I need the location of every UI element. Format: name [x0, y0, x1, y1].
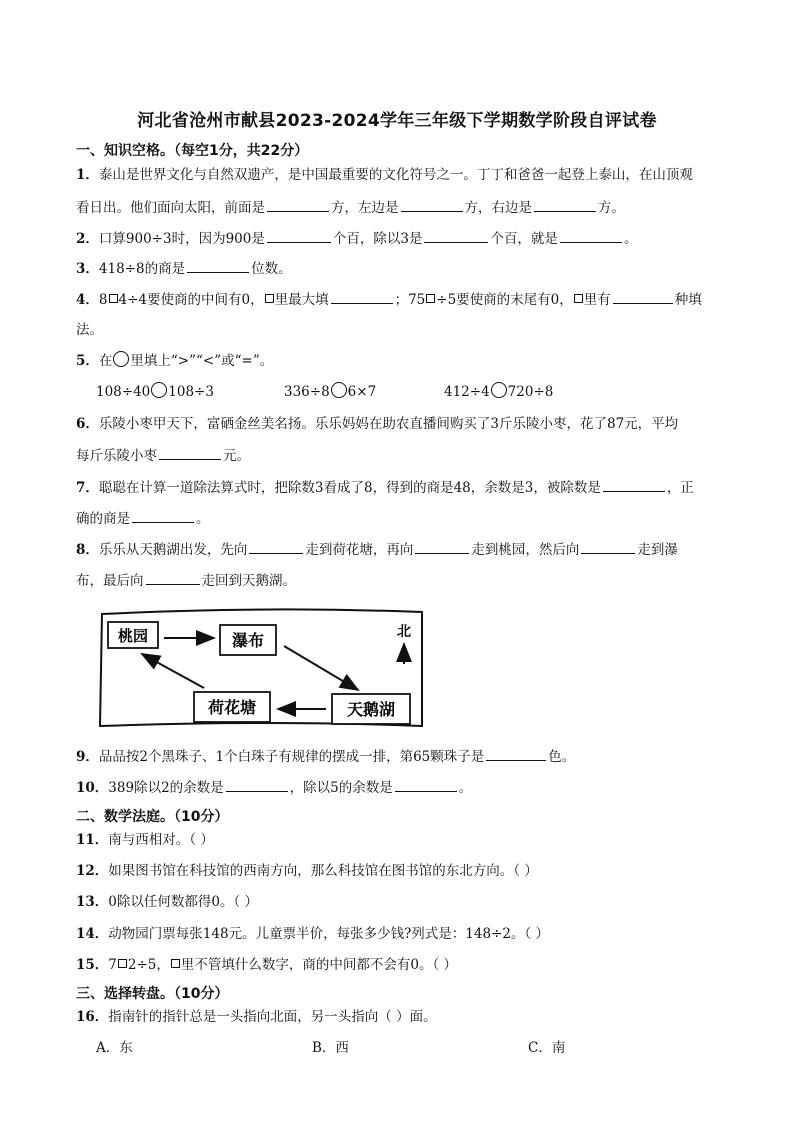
question-2 — [76, 228, 637, 249]
answer-blank[interactable] — [146, 570, 200, 585]
question-number: 15． — [76, 957, 109, 973]
question-text: 布，最后向 — [76, 573, 144, 589]
question-9 — [76, 746, 575, 767]
hehuatang-label: 荷花塘 — [207, 698, 257, 717]
question-text: 看日出。他们面向太阳，前面是 — [76, 200, 265, 216]
question-text: 种填 — [674, 292, 702, 308]
expression-left: 412÷4 — [444, 384, 490, 400]
question-15 — [76, 955, 457, 975]
question-text: ，除以5的余数是 — [289, 780, 393, 796]
compare-circle[interactable] — [151, 382, 167, 398]
answer-blank[interactable] — [187, 258, 249, 273]
question-12 — [76, 861, 538, 881]
question-5 — [76, 351, 273, 371]
digit-box — [265, 294, 274, 303]
question-number: 4． — [76, 292, 99, 308]
question-text: 8 — [98, 292, 108, 308]
question-number: 1． — [76, 167, 99, 183]
question-1-line-1 — [76, 165, 693, 185]
answer-blank[interactable] — [132, 508, 194, 523]
answer-blank[interactable] — [486, 746, 546, 761]
question-text: 品品按2个黑珠子、1个白珠子有规律的摆成一排，第65颗珠子是 — [98, 749, 485, 765]
question-text: 法。 — [76, 322, 103, 338]
answer-blank[interactable] — [613, 289, 673, 304]
question-text: 乐陵小枣甲天下，富硒金丝美名扬。乐乐妈妈在助农直播间购买了3斤乐陵小枣，花了87元，平均 — [98, 416, 679, 432]
question-3 — [76, 258, 292, 279]
expression-right: 6×7 — [347, 384, 377, 400]
question-11 — [76, 830, 214, 850]
expression-right: 108÷3 — [168, 384, 214, 400]
question-5-expr-3 — [444, 382, 553, 402]
answer-blank[interactable] — [226, 777, 288, 792]
question-text: 。 — [623, 231, 638, 247]
question-text: 里不管填什么数字，商的中间都不会有0。（ ） — [180, 957, 458, 973]
question-text: 。 — [458, 780, 473, 796]
answer-blank[interactable] — [395, 777, 457, 792]
option-c[interactable]: C．南 — [528, 1040, 566, 1056]
question-text: 色。 — [548, 749, 576, 765]
compare-circle[interactable] — [331, 382, 347, 398]
question-text: 位数。 — [251, 261, 292, 277]
option-a[interactable]: A．东 — [96, 1040, 133, 1056]
question-number: 8． — [76, 542, 99, 558]
question-8-line-2 — [76, 570, 296, 591]
question-text: ；75 — [394, 292, 426, 308]
question-text: 动物园门票每张148元。儿童票半价，每张多少钱?列式是：148÷2。（ ） — [108, 926, 550, 942]
question-number: 3． — [76, 261, 99, 277]
answer-blank[interactable] — [159, 445, 221, 460]
question-number: 16． — [76, 1009, 109, 1025]
question-4-line-2 — [76, 320, 103, 340]
answer-blank[interactable] — [401, 197, 463, 212]
question-text: 389除以2的余数是 — [108, 780, 224, 796]
question-number: 7． — [76, 480, 99, 496]
question-text: 在 — [98, 353, 113, 369]
answer-blank[interactable] — [331, 289, 393, 304]
expression-right: 720÷8 — [507, 384, 554, 400]
question-text: 2÷5， — [127, 957, 170, 973]
question-text: 走回到天鹅湖。 — [201, 573, 296, 589]
answer-blank[interactable] — [560, 228, 622, 243]
question-number: 11． — [76, 832, 109, 848]
question-text: 乐乐从天鹅湖出发，先向 — [98, 542, 248, 558]
answer-blank[interactable] — [581, 539, 635, 554]
expression-left: 108÷40 — [96, 384, 151, 400]
question-text: 南与西相对。（ ） — [108, 832, 214, 848]
question-text: 个百，就是 — [490, 231, 558, 247]
question-number: 13． — [76, 894, 109, 910]
answer-blank[interactable] — [267, 228, 331, 243]
question-text: ÷5要使商的末尾有0， — [436, 292, 573, 308]
question-text: 里有 — [583, 292, 611, 308]
digit-box — [171, 959, 180, 968]
question-13 — [76, 892, 258, 912]
section-3-heading: 三、选择转盘。（10分） — [76, 986, 229, 1002]
question-text: 走到荷花塘，再向 — [305, 542, 414, 558]
answer-blank[interactable] — [424, 228, 488, 243]
north-label: 北 — [397, 624, 411, 640]
question-text: 7 — [108, 957, 117, 973]
question-text: 元。 — [223, 448, 250, 464]
question-7-line-2 — [76, 508, 210, 529]
question-text: 方。 — [598, 200, 625, 216]
question-text: 泰山是世界文化与自然双遗产，是中国最重要的文化符号之一。丁丁和爸爸一起登上泰山，在山顶观 — [98, 167, 693, 183]
question-6-line-2 — [76, 445, 250, 466]
question-text: 每斤乐陵小枣 — [76, 448, 157, 464]
answer-blank[interactable] — [267, 197, 329, 212]
answer-blank[interactable] — [603, 477, 665, 492]
question-number: 2． — [76, 231, 99, 247]
question-text: 方，右边是 — [464, 200, 532, 216]
route-map-diagram — [96, 608, 436, 732]
page-title: 河北省沧州市献县2023-2024学年三年级下学期数学阶段自评试卷 — [137, 111, 657, 131]
question-number: 5． — [76, 353, 99, 369]
question-text: 走到桃园，然后向 — [471, 542, 580, 558]
compare-circle[interactable] — [491, 382, 507, 398]
question-text: 走到瀑 — [637, 542, 678, 558]
answer-blank[interactable] — [534, 197, 596, 212]
question-14 — [76, 924, 549, 944]
question-text: 聪聪在计算一道除法算式时，把除数3看成了8，得到的商是48，余数是3，被除数是 — [98, 480, 601, 496]
section-2-heading: 二、数学法庭。（10分） — [76, 809, 229, 825]
question-text: 口算900÷3时，因为900是 — [98, 231, 265, 247]
question-10 — [76, 777, 472, 798]
question-1-line-2 — [76, 197, 625, 218]
question-text: 里填上“>”“<”或“=”。 — [130, 353, 274, 369]
pubu-label: 瀑布 — [231, 631, 265, 650]
question-number: 6． — [76, 416, 99, 432]
question-6-line-1 — [76, 414, 678, 434]
question-number: 9． — [76, 749, 99, 765]
expression-left: 336÷8 — [284, 384, 330, 400]
question-8-line-1 — [76, 539, 678, 560]
question-text: 如果图书馆在科技馆的西南方向，那么科技馆在图书馆的东北方向。（ ） — [108, 863, 538, 879]
digit-box — [574, 294, 583, 303]
question-5-expr-2 — [284, 382, 376, 402]
digit-box — [118, 959, 127, 968]
digit-box — [109, 294, 118, 303]
question-text: 确的商是 — [76, 511, 130, 527]
taoyuan-label: 桃园 — [117, 627, 149, 645]
question-text: ，正 — [666, 480, 694, 496]
question-text: 0除以任何数都得0。（ ） — [108, 894, 259, 910]
answer-blank[interactable] — [415, 539, 469, 554]
tianehu-label: 天鹅湖 — [346, 700, 396, 719]
option-b[interactable]: B．西 — [312, 1040, 349, 1056]
question-text: 。 — [196, 511, 210, 527]
question-16 — [76, 1007, 437, 1027]
question-5-expr-1 — [96, 382, 214, 402]
question-text: 方，左边是 — [331, 200, 399, 216]
question-text: 4÷4要使商的中间有0， — [118, 292, 264, 308]
question-text: 指南针的指针总是一头指向北面，另一头指向（ ）面。 — [108, 1009, 437, 1025]
question-7-line-1 — [76, 477, 694, 498]
answer-blank[interactable] — [249, 539, 303, 554]
question-text: 418÷8的商是 — [98, 261, 186, 277]
compare-circle — [113, 351, 129, 367]
question-text: 个百，除以3是 — [332, 231, 423, 247]
question-number: 14． — [76, 926, 109, 942]
section-1-heading: 一、知识空格。（每空1分，共22分） — [76, 143, 309, 159]
question-4-line-1 — [76, 289, 702, 310]
digit-box — [426, 294, 435, 303]
question-text: 里最大填 — [274, 292, 329, 308]
question-number: 10． — [76, 780, 109, 796]
question-number: 12． — [76, 863, 109, 879]
